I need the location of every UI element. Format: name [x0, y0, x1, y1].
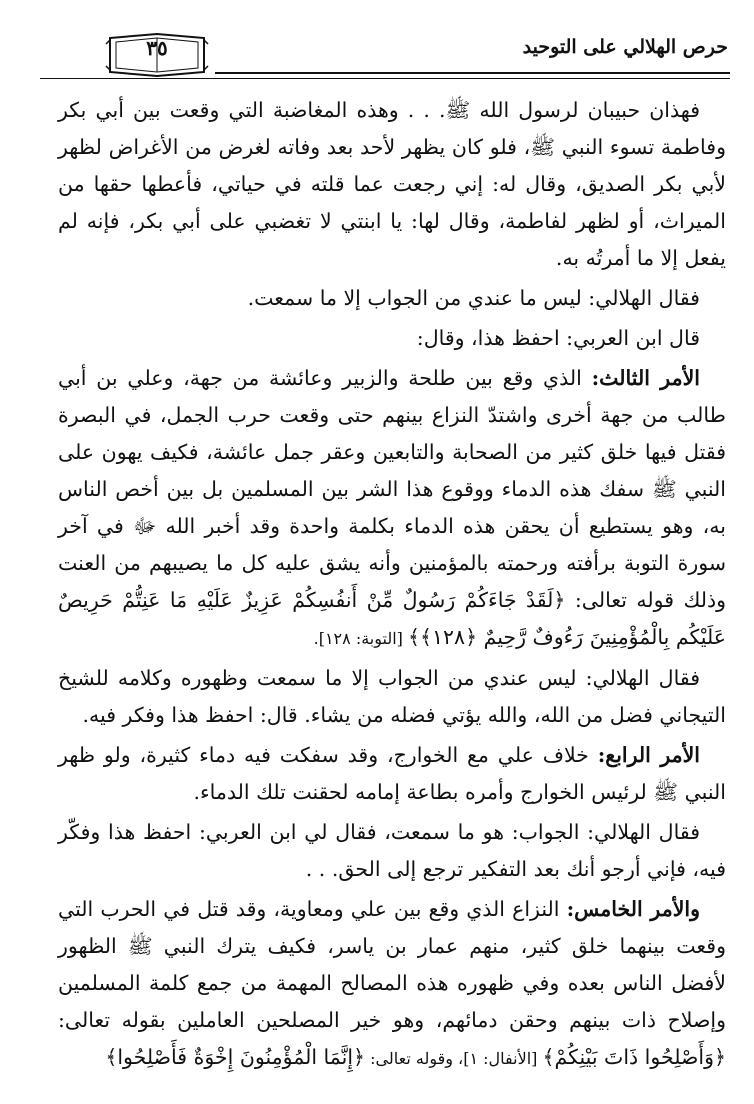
section-heading: الأمر الرابع:: [597, 743, 700, 767]
quran-verse: ﴿إِنَّمَا الْمُؤْمِنُونَ إِخْوَةٌ فَأَصْلِحُوا﴾: [105, 1045, 366, 1069]
quran-verse: ﴿لَقَدْ جَاءَكُمْ رَسُولٌ مِّنْ أَنفُسِكُمْ عَزِيزٌ عَلَيْهِ مَا عَنِتُّمْ حَرِيصٌ عَلَيْكُم بِالْمُؤْمِنِينَ رَءُوفٌ رَّحِيمٌ ﴿١٢٨﴾﴾: [58, 588, 726, 649]
section-heading: والأمر الخامس:: [566, 897, 700, 921]
header-rule: [215, 72, 730, 74]
paragraph-text: فقال الهلالي: الجواب: هو ما سمعت، فقال لي ابن العربي: احفظ هذا وفكّر فيه، فإني أرجو أنك بعد التفكير ترجع إلى الحق. . .: [58, 820, 726, 881]
header-rule-thin: [40, 78, 730, 79]
paragraph-1: [58, 92, 726, 277]
quran-verse: ﴿وَأَصْلِحُوا ذَاتَ بَيْنِكُمْ﴾: [542, 1045, 726, 1069]
page-number: ٣٥: [146, 36, 168, 60]
running-title: حرص الهلالي على التوحيد: [522, 36, 728, 58]
section-heading: الأمر الثالث:: [591, 366, 700, 390]
paragraph-text: قال ابن العربي: احفظ هذا، وقال:: [416, 326, 700, 350]
page-number-ornament: [102, 30, 212, 78]
paragraph-3: [58, 320, 726, 357]
paragraph-text: خلاف علي مع الخوارج، وقد سفكت فيه دماء كثيرة، ولو ظهر النبي ﷺ لرئيس الخوارج وأمره بطاعة إمامه لحقنت تلك الدماء.: [58, 743, 726, 804]
paragraph-8: [58, 891, 726, 1077]
paragraph-text: فقال الهلالي: ليس عندي من الجواب إلا ما سمعت وظهوره وكلامه للشيخ التيجاني فضل من الله، والله يؤتي فضله من يشاء. قال: احفظ هذا وفكر فيه.: [58, 666, 726, 727]
paragraph-6: [58, 737, 726, 811]
paragraph-7: [58, 814, 726, 888]
paragraph-5: [58, 660, 726, 734]
paragraph-2: [58, 280, 726, 317]
paragraph-4: [58, 360, 726, 657]
paragraph-text: فهذان حبيبان لرسول الله ﷺ. . . وهذه المغاضبة التي وقعت بين أبي بكر وفاطمة تسوء النبي ﷺ، فلو كان يظهر لأحد بعد وفاته لغرض من الأغراض لظهر لأبي بكر الصديق، وقال له: إني رجعت عما قلته في حياتي، فأعطها حقها من الميراث، أو لظهر لفاطمة، وقال لها: يا ابنتي لا تغضبي على أبي بكر، فإنه لم يفعل إلا ما أمرتُه به.: [58, 98, 726, 270]
paragraph-text: الذي وقع بين طلحة والزبير وعائشة من جهة، وعلي بن أبي طالب من جهة أخرى واشتدّ النزاع بينهم حتى وقعت حرب الجمل، في البصرة فقتل فيها خلق كثير من الصحابة والتابعين وعقر جمل عائشة، فكيف يهون على النبي ﷺ سفك هذه الدماء ووقوع هذا الشر بين المسلمين بل بين أخص الناس به، وهو يستطيع أن يحقن هذه الدماء بكلمة واحدة وقد أخبر الله ﷻ في آخر سورة التوبة برأفته ورحمته بالمؤمنين وأنه يشق عليه كل ما يصيبهم من العنت وذلك قوله تعالى:: [58, 366, 727, 612]
verse-reference: [التوبة: ١٢٨].: [313, 629, 408, 648]
body-text: [58, 92, 726, 1080]
page-header: [40, 28, 730, 76]
paragraph-text: النزاع الذي وقع بين علي ومعاوية، وقد قتل في الحرب التي وقعت بينهما خلق كثير، منهم عمار بن ياسر، فكيف يترك النبي ﷺ الظهور لأفضل الناس بعده وفي ظهوره هذه المصالح المهمة من جمع كلمة المسلمين وإصلاح ذات بينهم وحقن دمائهم، وهو خير المصلحين العاملين بقوله تعالى:: [58, 897, 726, 1032]
verse-reference: [الأنفال: ١]، وقوله تعالى:: [365, 1049, 543, 1068]
paragraph-text: فقال الهلالي: ليس ما عندي من الجواب إلا ما سمعت.: [247, 286, 700, 310]
